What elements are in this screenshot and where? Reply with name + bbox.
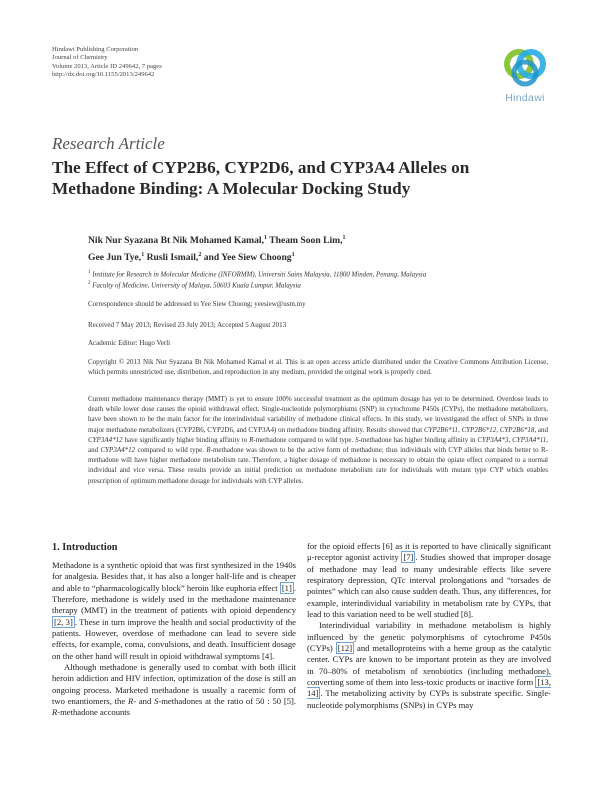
allele: CYP3A4*11 <box>512 435 547 444</box>
authors-line-2 <box>88 248 528 265</box>
section-heading: 1. Introduction <box>52 542 118 553</box>
author-choong[interactable]: and Yee Siew Choong <box>201 252 292 264</box>
body-text: - and <box>133 696 155 707</box>
article-type: Research Article <box>52 134 165 153</box>
citation-link[interactable]: [7] <box>403 552 414 563</box>
article-dates: Received 7 May 2013; Revised 23 July 2013; Accepted 5 August 2013 <box>88 321 287 329</box>
journal-header <box>52 46 162 80</box>
affiliation-text: Institute for Research in Molecular Medicine (INFORMM), Universiti Sains Malaysia, 11800 Minden, Penang, Malaysia <box>92 271 427 279</box>
body-text: -methadones at the ratio of 50 : 50 [5]. <box>158 696 296 707</box>
allele: CYP2B6*12 <box>461 425 497 434</box>
affil-mark: 1 <box>141 252 145 259</box>
abstract-text: -methadone has higher binding affinity in <box>358 435 478 444</box>
body-text: Methadone is a synthetic opioid that was first synthesized in the 1940s for analgesia. Besides that, it has also a longer half-life and is cheaper and able to “pharmacologically block” heroin like euphoria effect <box>52 560 296 593</box>
body-text: Interindividual variability in methadone metabolism is highly influenced by the genetic polymorphisms of cytochrome P450s (CYPs) <box>307 620 551 654</box>
affil-mark: 1 <box>342 235 346 241</box>
doi-link[interactable]: http://dx.doi.org/10.1155/2013/249642 <box>52 71 155 79</box>
right-column <box>307 541 551 711</box>
affil-mark: 2 <box>88 281 91 286</box>
abstract-text: , <box>458 425 462 434</box>
abstract-text: -methadone was shown to be the active form of methadone; thus individuals with CYP alleles that binds better to R-methadone will have higher methadone metabolism rate. Therefore, a higher dosage of methadone is necessary to obtain the opiate effect compared to a normal individual and vice versa. These results provide an initial prediction on methadone metabolism rate for individuals with mutant type CYP which enables prescription of optimum methadone dosage for individuals with CYP alleles. <box>88 446 548 485</box>
allele: CYP3A4*12 <box>88 435 123 444</box>
citation-link[interactable]: [2, 3] <box>54 616 73 627</box>
abstract-text: , <box>496 425 500 434</box>
citation-link[interactable]: [13, 14] <box>307 677 551 699</box>
correspondence: Correspondence should be addressed to Yee Siew Choong; yeesiew@usm.my <box>88 300 306 308</box>
abstract <box>88 394 548 486</box>
abstract-text: , <box>508 435 513 444</box>
abstract-text: , and <box>534 425 549 434</box>
author-kamal[interactable]: Nik Nur Syazana Bt Nik Mohamed Kamal, <box>88 235 264 247</box>
publisher-name: Hindawi Publishing Corporation <box>52 46 139 53</box>
abstract-text: have significantly higher binding affinity to <box>122 435 250 444</box>
enantiomer: S <box>154 696 159 707</box>
journal-name: Journal of Chemistry <box>52 54 108 62</box>
author-ismail[interactable]: Rusli Ismail, <box>144 252 199 264</box>
allele: CYP2B6*11 <box>423 425 459 434</box>
affiliation-2 <box>88 279 538 291</box>
body-text: . The metabolizing activity by CYPs is substrate specific. Single-nucleotide polymorphisms (SNPs) in CYPs may <box>307 688 551 710</box>
affil-mark: 1 <box>264 235 267 241</box>
body-text: . Studies showed that improper dosage of methadone may lead to many undesirable effects like severe respiratory depression, QTc interval prolongations and “torsades de pointes” which can also cause sudden death. Thus, any differences, for example, interindividual variability in metabolism rate by CYPs, that lead to this variation need to be well studied [8]. <box>307 552 551 620</box>
affil-mark: 1 <box>291 252 295 259</box>
enantiomer: R <box>206 446 211 455</box>
academic-editor: Academic Editor: Hugo Verli <box>88 339 171 347</box>
body-text: . Therefore, methadone is widely used in the methadone maintenance therapy (MMT) in the treatment of patients with opioid dependency <box>52 582 296 616</box>
affil-mark: 1 <box>88 270 91 275</box>
citation-link[interactable]: [12] <box>337 643 353 654</box>
affiliation-text: Faculty of Medicine, University of Malaya, 50603 Kuala Lumpur, Malaysia <box>92 282 301 290</box>
paragraph <box>52 560 296 662</box>
body-text: Although methadone is generally used to combat with both illicit heroin addiction and HIV infection, optimization of the dose is still an ongoing process. Marketed methadone is usually a racemic form of two enantiomers, the <box>52 662 296 707</box>
abstract-text: -methadone compared to wild type. <box>253 435 356 444</box>
paragraph <box>52 662 296 719</box>
authors-line-1 <box>88 231 528 248</box>
abstract-text: , and <box>88 435 548 455</box>
left-column <box>52 560 296 719</box>
affil-mark: 2 <box>198 252 202 259</box>
abstract-text: compared to wild type. <box>135 446 207 455</box>
author-tye[interactable]: Gee Jun Tye, <box>88 252 142 264</box>
allele: CYP3A4*3 <box>477 435 509 444</box>
paragraph <box>307 541 551 620</box>
volume-info: Volume 2013, Article ID 249642, 7 pages <box>52 62 162 70</box>
enantiomer: R <box>127 696 134 707</box>
copyright-notice: Copyright © 2013 Nik Nur Syazana Bt Nik Mohamed Kamal et al. This is an open access article distributed under the Creative Commons Attribution License, which permits unrestricted use, distribution, and reproduction in any medium, provided the original work is properly cited. <box>88 358 548 376</box>
body-text: for the opioid effects [6] as it is reported to have clinically significant μ-receptor agonist activity <box>307 541 551 563</box>
body-text: and metalloproteins with a heme group as the catalytic center. CYPs are known to be important protein as they are involved in 70–80% of metabolism of xenobiotics (including methadone), converting some of them into less-toxic products or inactive form <box>307 643 552 688</box>
allele: CYP3A4*12 <box>100 446 136 455</box>
enantiomer: R <box>249 435 254 444</box>
article-title: The Effect of CYP2B6, CYP2D6, and CYP3A4 Alleles on Methadone Binding: A Molecular Docking Study <box>52 158 470 198</box>
allele: CYP2B6*18 <box>499 425 535 434</box>
author-list <box>88 231 528 265</box>
hindawi-logo-text: Hindawi <box>505 92 545 104</box>
body-text: -methadone accounts <box>57 707 131 718</box>
abstract-text: Current methadone maintenance therapy (MMT) is yet to ensure 100% successful treatment as the optimum dosage has yet to be determined. Overdose leads to death while lower dose causes the opioid withdrawal effect. Single-nucleotide polymorphisms (SNP) in cytochrome P450s (CYPs), the methadone metabolizers, have been shown to be the main factor for the interindividual variability of methadone clinical effects. In this study, we investigated the effect of SNPs in three major methadone metabolizers (CYP2B6, CYP2D6, and CYP3A4) on methadone binding affinity. Results showed that <box>88 395 548 434</box>
citation-link[interactable]: [1] <box>281 582 292 593</box>
body-text: . These in turn improve the health and social productivity of the patients. However, overdose of methadone can lead to severe side effects, for example, coma, convulsions, and death. Insufficient dosage on the other hand will result in opioid withdrawal symptoms [4]. <box>52 616 296 661</box>
author-lim[interactable]: Theam Soon Lim, <box>267 235 343 247</box>
paragraph <box>307 620 551 711</box>
enantiomer: R <box>52 707 58 718</box>
enantiomer: S <box>355 435 359 444</box>
